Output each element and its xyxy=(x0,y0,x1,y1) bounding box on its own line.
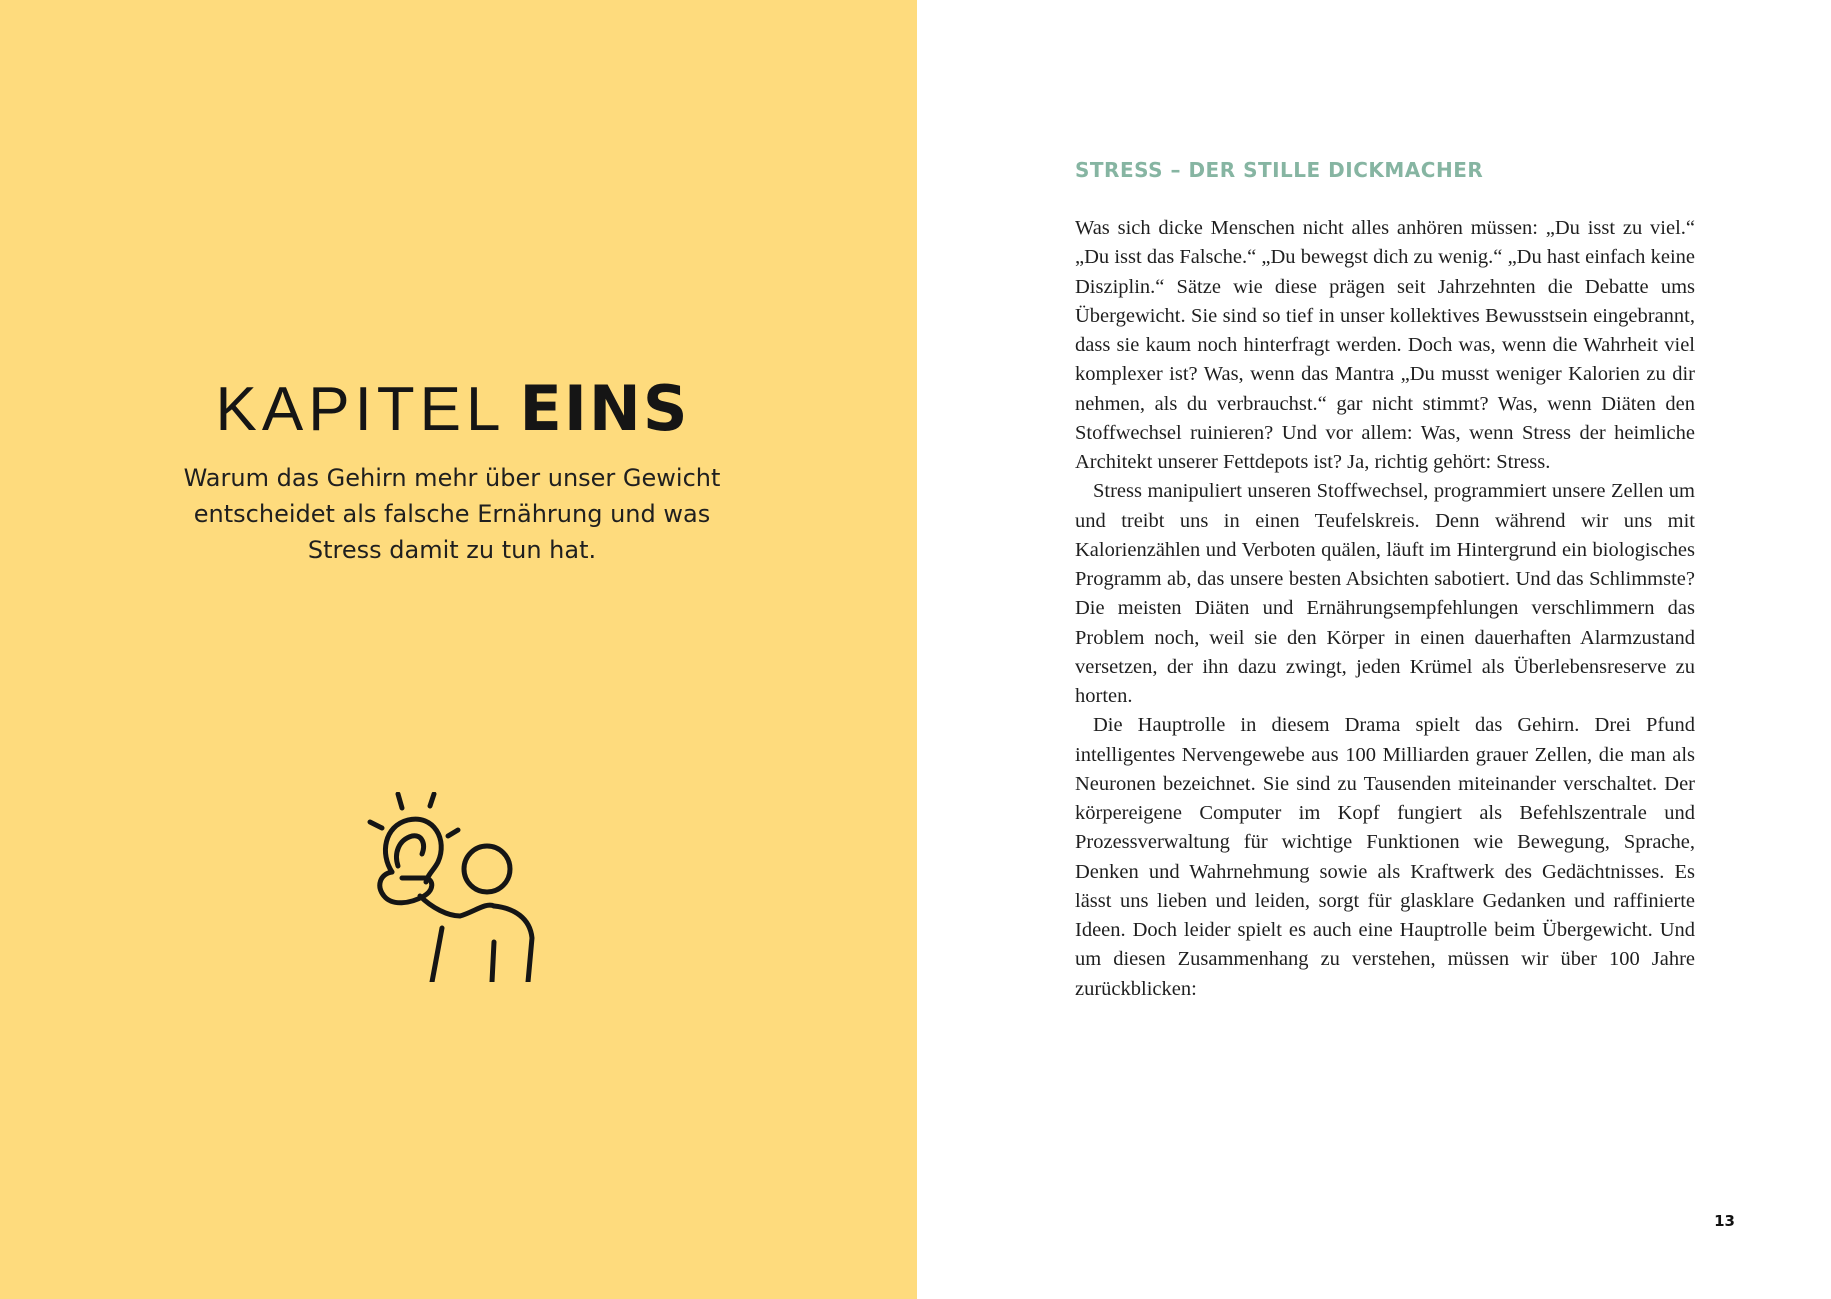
body-paragraph: Die Hauptrolle in diesem Drama spielt das Gehirn. Drei Pfund intelligentes Nervengewebe aus 100 Milliarden grauer Zellen, die man als Neuronen bezeichnet. Sie sind zu Tausenden miteinander verschaltet. Der körpereigene Computer im Kopf fungiert als Befehlszentrale und Prozessverwaltung für wichtige Funktionen wie Bewegung, Sprache, Denken und Wahrnehmung sowie als Kraftwerk des Gedächtnisses. Es lässt uns lieben und leiden, sorgt für glasklare Gedanken und raffinierte Ideen. Doch leider spielt es auch eine Hauptrolle beim Übergewicht. Und um diesen Zusammenhang zu verstehen, müssen wir über 100 Jahre zurückblicken: xyxy=(1075,714,1695,1000)
person-holding-lightbulb-icon xyxy=(362,792,552,982)
section-heading: STRESS – DER STILLE DICKMACHER xyxy=(1075,158,1484,182)
chapter-number-word: EINS xyxy=(519,372,690,445)
page-number: 13 xyxy=(1714,1212,1735,1230)
body-text xyxy=(1075,214,1695,1004)
chapter-title xyxy=(0,370,905,449)
text-page xyxy=(917,0,1831,1299)
body-paragraph: Stress manipuliert unseren Stoffwechsel, programmiert unsere Zellen um und treibt uns in einen Teufelskreis. Denn während wir uns mit Kalorienzählen und Verboten quälen, läuft im Hintergrund ein biologisches Programm ab, das unsere besten Absichten sabotiert. Und das Schlimmste? Die meisten Diäten und Ernährungsempfehlungen verschlimmern das Problem noch, weil sie den Körper in einen dauerhaften Alarmzustand versetzen, der ihn dazu zwingt, jeden Krümel als Überlebensreserve zu horten. xyxy=(1075,480,1695,707)
chapter-subtitle: Warum das Gehirn mehr über unser Gewicht entscheidet als falsche Ernährung und was Stress damit zu tun hat. xyxy=(183,464,721,564)
body-paragraph: Was sich dicke Menschen nicht alles anhören müssen: „Du isst zu viel.“ „Du isst das Falsche.“ „Du bewegst dich zu wenig.“ „Du hast einfach keine Disziplin.“ Sätze wie diese prägen seit Jahrzehnten die Debatte ums Übergewicht. Sie sind so tief in unser kollektives Bewusstsein eingebrannt, dass sie kaum noch hinterfragt werden. Doch was, wenn die Wahrheit viel komplexer ist? Was, wenn das Mantra „Du musst weniger Kalorien zu dir nehmen, als du verbrauchst.“ gar nicht stimmt? Was, wenn Diäten den Stoffwechsel ruinieren? Und vor allem: Was, wenn Stress der heimliche Architekt unserer Fettdepots ist? Ja, richtig gehört: Stress. xyxy=(1075,217,1695,473)
chapter-title-word: KAPITEL xyxy=(215,375,506,444)
